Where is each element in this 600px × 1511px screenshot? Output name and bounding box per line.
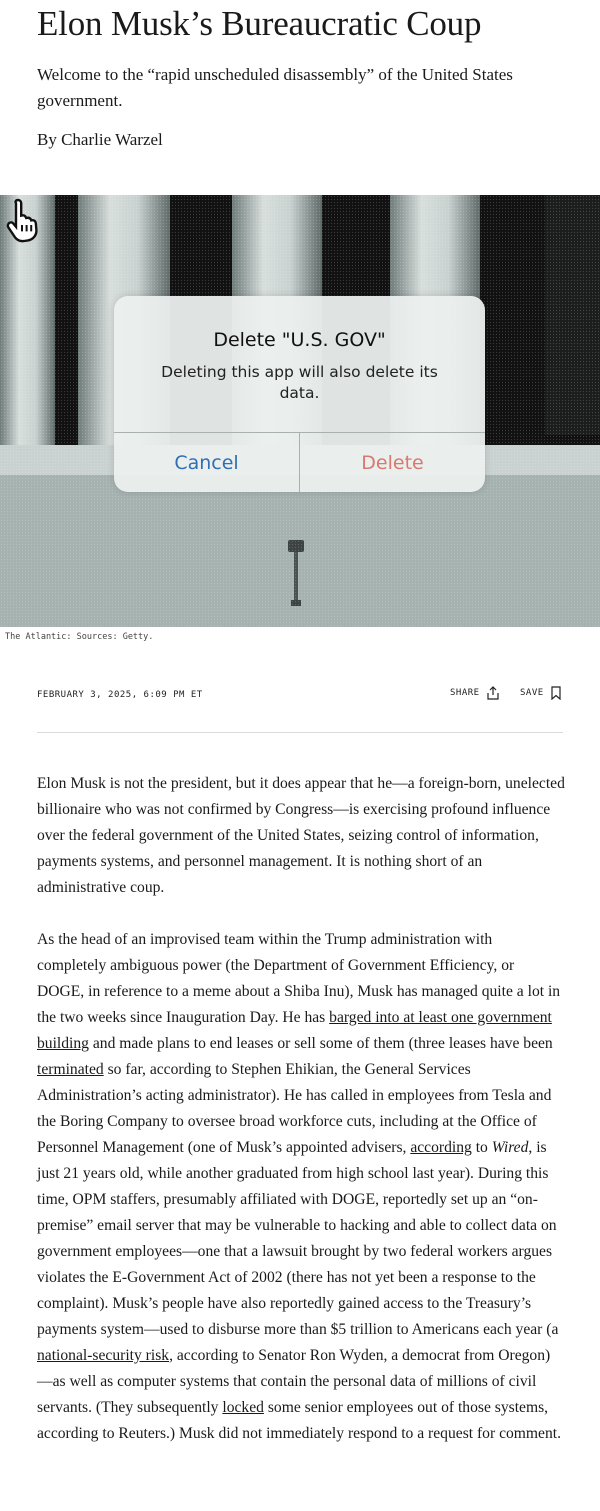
image-credit: The Atlantic: Sources: Getty. bbox=[5, 632, 154, 642]
article-header bbox=[0, 0, 600, 151]
paragraph-1: Elon Musk is not the president, but it does appear that he—a foreign-born, unelected billionaire who was not confirmed by Congress—is exercising profound influence over the federal government of the United States, seizing control of information, payments systems, and personnel management. It is nothing short of an administrative coup. bbox=[37, 775, 565, 896]
article-dek: Welcome to the “rapid unscheduled disassembly” of the United States government. bbox=[37, 65, 513, 110]
share-icon bbox=[486, 686, 500, 700]
link-national-security-risk[interactable]: national-security risk bbox=[37, 1347, 170, 1364]
link-government-building[interactable]: barged into at least one government building bbox=[37, 1009, 552, 1052]
text-run: to bbox=[471, 1139, 492, 1156]
link-terminated[interactable]: terminated bbox=[37, 1061, 104, 1078]
dialog-message: Deleting this app will also delete its data. bbox=[161, 363, 438, 402]
share-button[interactable] bbox=[450, 686, 500, 700]
delete-button: Delete bbox=[300, 433, 485, 492]
link-according[interactable]: according bbox=[410, 1139, 472, 1156]
publish-date: FEBRUARY 3, 2025, 6:09 PM ET bbox=[37, 690, 203, 700]
text-run: and made plans to end leases or sell some of them (three leases have been bbox=[88, 1035, 553, 1052]
text-run: As the head of an improvised team within the Trump administration with completely ambiguous power (the Department of Government Efficiency, or DOGE, in reference to a meme about a Shiba Inu), Musk has managed quite a lot in the two weeks since Inauguration Day. He has bbox=[37, 931, 561, 1026]
hero-image bbox=[0, 195, 600, 627]
link-locked[interactable]: locked bbox=[222, 1399, 264, 1416]
article-meta-bar bbox=[37, 686, 563, 706]
bookmark-icon bbox=[550, 686, 562, 700]
save-button[interactable] bbox=[520, 686, 562, 700]
article-body bbox=[37, 771, 565, 1473]
text-run: so far, according to Stephen Ehikian, the General Services Administration’s acting administrator). He has called in employees from Tesla and the Boring Company to oversee broad workforce cuts, including at the Office of Personnel Management (one of Musk’s appointed advisers, bbox=[37, 1061, 552, 1156]
hand-pointer-icon bbox=[0, 195, 48, 243]
paragraph-2 bbox=[37, 927, 565, 1447]
delete-app-dialog bbox=[114, 296, 485, 492]
dialog-title: Delete "U.S. GOV" bbox=[213, 329, 386, 351]
text-run: some senior employees out of those systems, according to Reuters.) Musk did not immediately respond to a request for comment. bbox=[37, 1399, 561, 1442]
publication-name: Wired bbox=[491, 1139, 529, 1156]
divider bbox=[37, 732, 563, 733]
text-run: , according to Senator Ron Wyden, a democrat from Oregon)—as well as computer systems that contain the personal data of millions of civil servants. (They subsequently bbox=[37, 1347, 551, 1416]
byline: By Charlie Warzel bbox=[37, 130, 163, 149]
cancel-button: Cancel bbox=[114, 433, 299, 492]
article-title: Elon Musk’s Bureaucratic Coup bbox=[37, 4, 482, 43]
save-label: SAVE bbox=[520, 688, 544, 698]
text-run: , is just 21 years old, while another graduated from high school last year). During this time, OPM staffers, presumably affiliated with DOGE, reportedly set up an “on-premise” email server that may be vulnerable to hacking and able to collect data on government employees—one that a lawsuit brought by two federal workers argues violates the E-Government Act of 2002 (there has not yet been a response to the complaint). Musk’s people have also reportedly gained access to the Treasury’s payments system—used to disburse more than $5 trillion to Americans each year (a bbox=[37, 1139, 559, 1338]
share-label: SHARE bbox=[450, 688, 480, 698]
